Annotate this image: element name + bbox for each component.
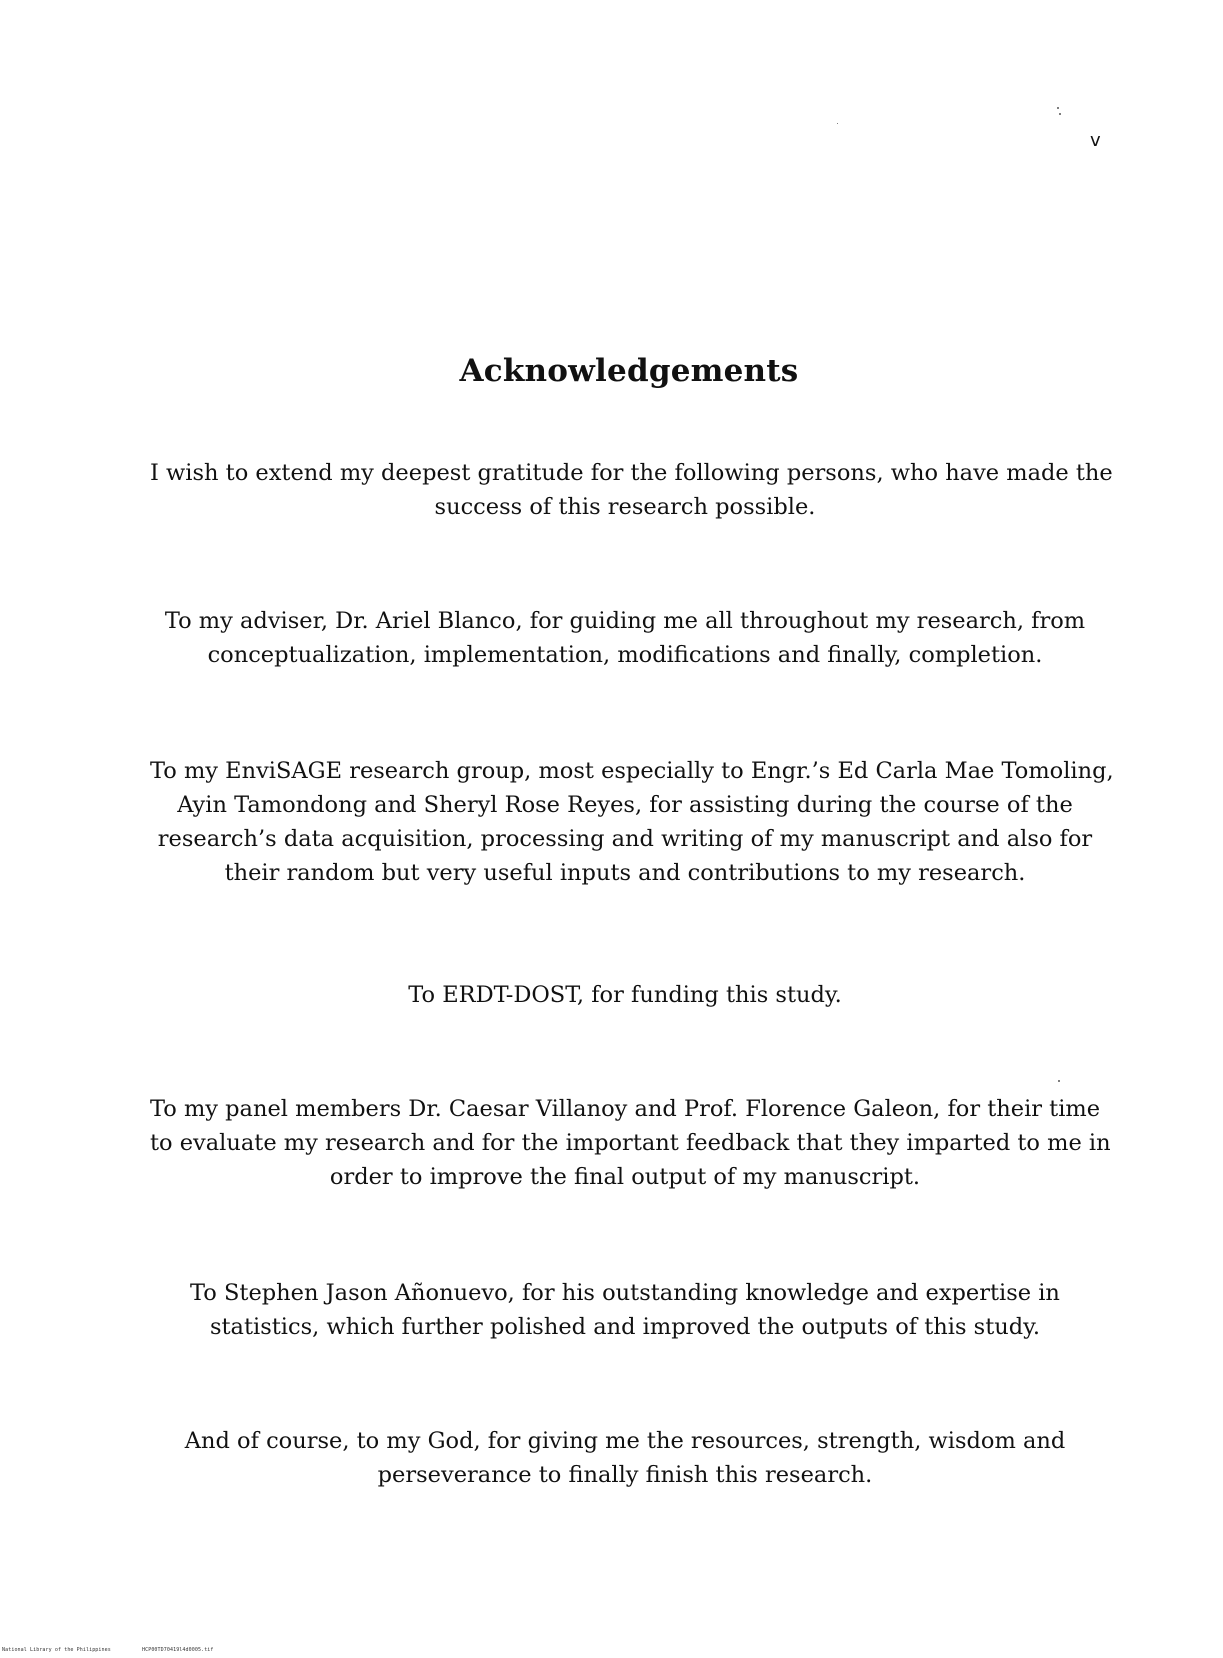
paragraph-line: To my EnviSAGE research group, most especially to Engr.’s Ed Carla Mae Tomoling, — [150, 758, 1114, 784]
paragraph-statistics — [150, 1276, 1100, 1344]
paragraph-line: Ayin Tamondong and Sheryl Rose Reyes, for assisting during the course of the — [177, 792, 1073, 818]
paragraph-line: To my adviser, Dr. Ariel Blanco, for guiding me all throughout my research, from — [164, 608, 1086, 634]
footer-library: National Library of the Philippines — [2, 1647, 111, 1653]
paragraph-funding — [150, 978, 1100, 1012]
paragraph-intro — [150, 456, 1113, 524]
paragraph-line: order to improve the final output of my manuscript. — [329, 1164, 921, 1190]
paragraph-line: to evaluate my research and for the important feedback that they imparted to me in — [150, 1130, 1111, 1156]
paragraph-line: success of this research possible. — [434, 494, 816, 520]
paragraph-line: I wish to extend my deepest gratitude for the following persons, who have made the — [150, 460, 1113, 486]
paragraph-adviser — [150, 604, 1100, 672]
scan-footer — [2, 1647, 214, 1653]
scan-speck — [1059, 113, 1061, 115]
paragraph-line: To Stephen Jason Añonuevo, for his outstanding knowledge and expertise in — [190, 1280, 1060, 1306]
paragraph-panel-members — [150, 1092, 1111, 1194]
paragraph-line: conceptualization, implementation, modifications and finally, completion. — [207, 642, 1043, 668]
paragraph-line: research’s data acquisition, processing and writing of my manuscript and also for — [157, 826, 1093, 852]
paragraph-line: their random but very useful inputs and contributions to my research. — [224, 860, 1026, 886]
page-number: v — [1090, 130, 1101, 151]
scan-speck — [1057, 107, 1059, 109]
paragraph-line: perseverance to finally finish this research. — [377, 1462, 873, 1488]
paragraph-line: And of course, to my God, for giving me the resources, strength, wisdom and — [184, 1428, 1066, 1454]
paragraph-research-group — [150, 754, 1114, 890]
paragraph-line: To my panel members Dr. Caesar Villanoy and Prof. Florence Galeon, for their time — [150, 1096, 1101, 1122]
paragraph-god — [150, 1424, 1100, 1492]
scan-speck — [837, 123, 838, 124]
footer-code: HCP00TD70419l4d0005.tif — [141, 1647, 214, 1653]
paragraph-line: statistics, which further polished and improved the outputs of this study. — [209, 1314, 1041, 1340]
paragraph-line: To ERDT-DOST, for funding this study. — [408, 982, 842, 1008]
scan-speck — [1058, 1080, 1060, 1082]
page-title: Acknowledgements — [459, 353, 799, 389]
